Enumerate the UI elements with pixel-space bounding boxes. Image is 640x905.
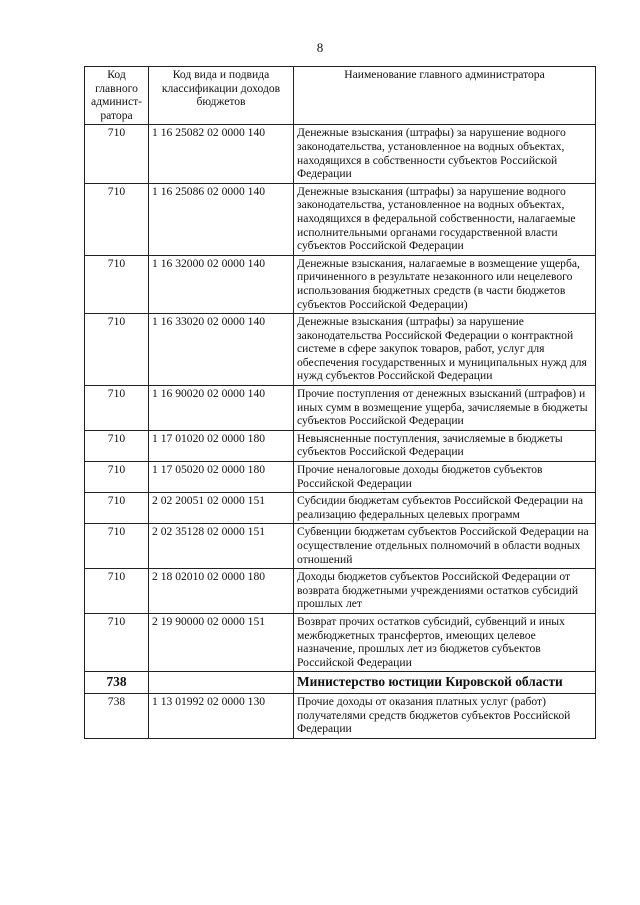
table-row (85, 569, 596, 614)
admin-code-cell: 710 (85, 255, 149, 313)
table-row (85, 524, 596, 569)
table-row (85, 462, 596, 493)
admin-name-cell: Денежные взыскания, налагаемые в возмещение ущерба, причиненного в результате незаконного или нецелевого использования бюджетных средств (в части бюджетов субъектов Российской Федерации) (294, 255, 596, 313)
admin-name-cell: Министерство юстиции Кировской области (294, 672, 596, 694)
admin-name-cell: Денежные взыскания (штрафы) за нарушение законодательства Российской Федерации о контрактной системе в сфере закупок товаров, работ, услуг для обеспечения государственных и муниципальных нужд для нужд субъектов Российской Федерации (294, 314, 596, 386)
classification-code-cell: 1 16 32000 02 0000 140 (149, 255, 294, 313)
header-admin-code: Код главного админист-ратора (85, 67, 149, 125)
table-row (85, 430, 596, 461)
classification-code-cell: 1 16 25086 02 0000 140 (149, 183, 294, 255)
admin-code-cell: 738 (85, 672, 149, 694)
classification-code-cell: 2 18 02010 02 0000 180 (149, 569, 294, 614)
classification-code-cell: 1 13 01992 02 0000 130 (149, 693, 294, 738)
table-body (85, 125, 596, 738)
table-header-row (85, 67, 596, 125)
classification-code-cell: 1 16 25082 02 0000 140 (149, 125, 294, 183)
admin-code-cell: 710 (85, 613, 149, 671)
table-row (85, 255, 596, 313)
classification-code-cell: 2 02 20051 02 0000 151 (149, 493, 294, 524)
table-row (85, 125, 596, 183)
admin-code-cell: 710 (85, 524, 149, 569)
page-number: 8 (316, 40, 324, 55)
classification-code-cell: 1 16 33020 02 0000 140 (149, 314, 294, 386)
admin-name-cell: Невыясненные поступления, зачисляемые в бюджеты субъектов Российской Федерации (294, 430, 596, 461)
admin-name-cell: Субсидии бюджетам субъектов Российской Федерации на реализацию федеральных целевых программ (294, 493, 596, 524)
table-row (85, 314, 596, 386)
admin-name-cell: Прочие поступления от денежных взысканий (штрафов) и иных сумм в возмещение ущерба, зачисляемые в бюджеты субъектов Российской Федерации (294, 386, 596, 431)
admin-name-cell: Субвенции бюджетам субъектов Российской Федерации на осуществление отдельных полномочий в области водных отношений (294, 524, 596, 569)
admin-code-cell: 710 (85, 183, 149, 255)
admin-code-cell: 710 (85, 314, 149, 386)
header-classification-code: Код вида и подвида классификации доходов бюджетов (149, 67, 294, 125)
header-admin-name: Наименование главного администратора (294, 67, 596, 125)
classification-code-cell: 1 17 01020 02 0000 180 (149, 430, 294, 461)
admin-code-cell: 710 (85, 125, 149, 183)
admin-name-cell: Возврат прочих остатков субсидий, субвенций и иных межбюджетных трансфертов, имеющих целевое назначение, прошлых лет из бюджетов субъектов Российской Федерации (294, 613, 596, 671)
table-row (85, 493, 596, 524)
revenue-administrators-table (84, 66, 596, 739)
admin-name-cell: Прочие доходы от оказания платных услуг (работ) получателями средств бюджетов субъектов Российской Федерации (294, 693, 596, 738)
classification-code-cell: 2 19 90000 02 0000 151 (149, 613, 294, 671)
table-row (85, 613, 596, 671)
admin-code-cell: 710 (85, 386, 149, 431)
classification-code-cell: 2 02 35128 02 0000 151 (149, 524, 294, 569)
table-row (85, 693, 596, 738)
table-row (85, 183, 596, 255)
classification-code-cell: 1 16 90020 02 0000 140 (149, 386, 294, 431)
admin-code-cell: 710 (85, 493, 149, 524)
admin-name-cell: Денежные взыскания (штрафы) за нарушение водного законодательства, установленное на водных объектах, находящихся в федеральной собственности, налагаемые исполнительными органами государственной власти субъектов Российской Федерации (294, 183, 596, 255)
admin-code-cell: 710 (85, 569, 149, 614)
admin-name-cell: Прочие неналоговые доходы бюджетов субъектов Российской Федерации (294, 462, 596, 493)
admin-code-cell: 710 (85, 462, 149, 493)
admin-code-cell: 710 (85, 430, 149, 461)
ministry-row (85, 672, 596, 694)
classification-code-cell (149, 672, 294, 694)
table-row (85, 386, 596, 431)
classification-code-cell: 1 17 05020 02 0000 180 (149, 462, 294, 493)
admin-name-cell: Денежные взыскания (штрафы) за нарушение водного законодательства, установленное на водных объектах, находящихся в собственности субъектов Российской Федерации (294, 125, 596, 183)
admin-name-cell: Доходы бюджетов субъектов Российской Федерации от возврата бюджетными учреждениями остатков субсидий прошлых лет (294, 569, 596, 614)
admin-code-cell: 738 (85, 693, 149, 738)
